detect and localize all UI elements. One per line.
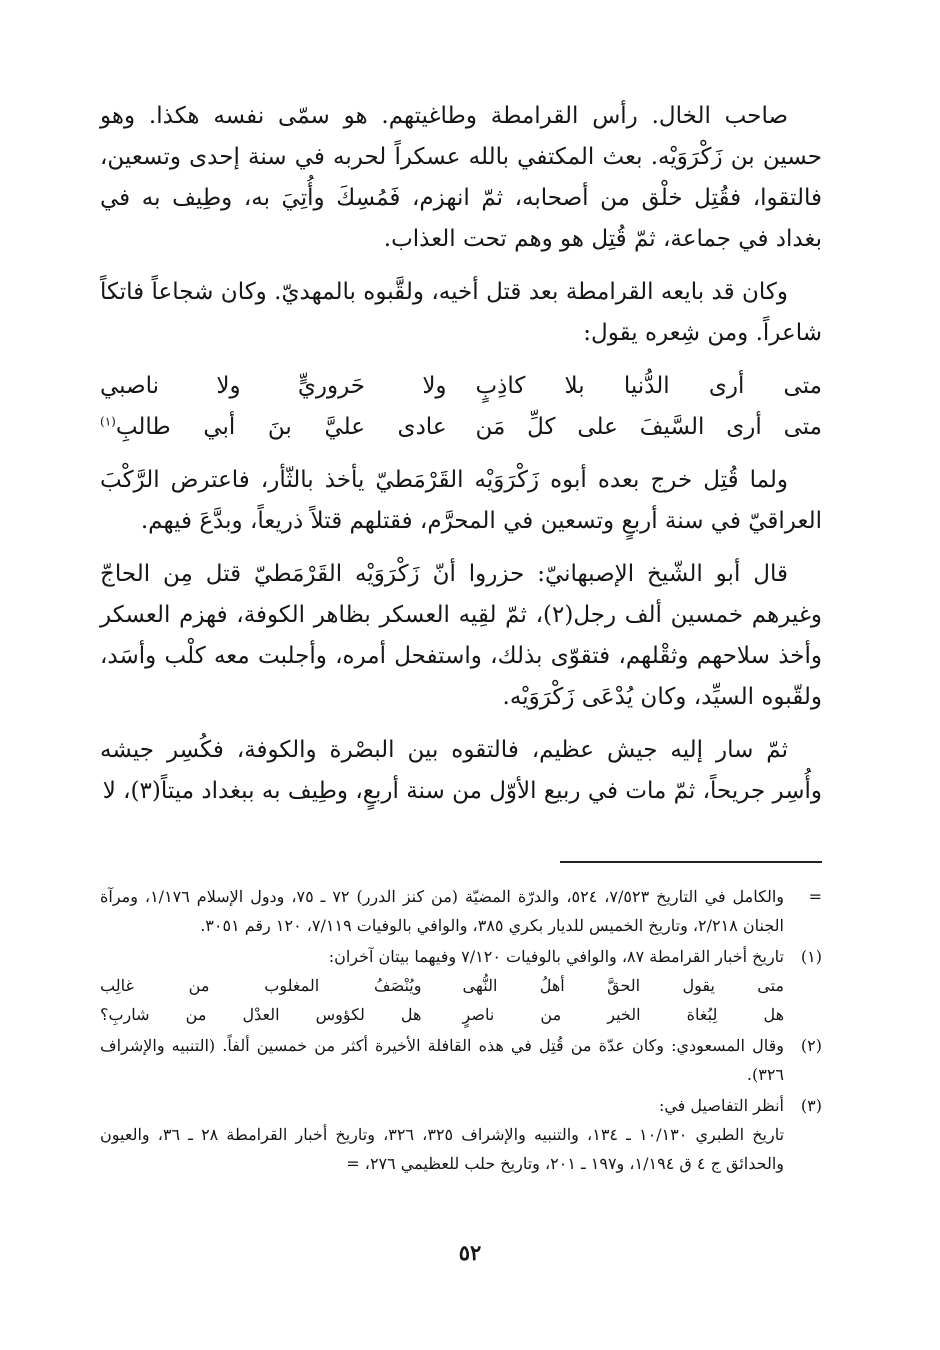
poem-second-hemistich: هل لكؤوس العدْل من شاربِ؟ <box>100 1005 422 1024</box>
paragraph: صاحب الخال. رأس القرامطة وطاغيتهم. هو سمّى نفسه هكذا. وهو حسين بن زَكْرَوَيْه. بعث المكتفي بالله عسكراً لحربه في سنة إحدى وتسعين، فالتقوا، فقُتِل خلْق من أصحابه، ثمّ انهزم، فَمُسِكَ وأُتِيَ به، وطِيف به في بغداد في جماعة، ثمّ قُتِل هو وهم تحت العذاب. <box>100 103 822 252</box>
poem-first-hemistich: هل لِبُغاة الخير من ناصرٍ <box>462 1005 784 1024</box>
poem-second-hemistich: ولا حَروريٍّ ولا ناصبي <box>100 373 447 399</box>
footnote-number: (٢) <box>800 1036 822 1055</box>
footnote-poem-line <box>100 971 784 1000</box>
footnote-ref: (١) <box>100 414 116 429</box>
poem-first-hemistich: متى أرى الدُّنيا بلا كاذِبٍ <box>475 373 822 399</box>
footnote-separator <box>560 861 822 863</box>
paragraph: ولما قُتِل خرج بعده أبوه زَكْرَوَيْه القَرْمَطيّ يأخذ بالثّأر، فاعترض الرَّكْبَ العراقيّ في سنة أربعٍ وتسعين في المحرَّم، فقتلهم قتلاً ذريعاً، وبدَّعَ فيهم. <box>100 467 822 534</box>
footnote-number: (١) <box>800 947 822 966</box>
footnote-3 <box>100 1091 822 1178</box>
footnotes <box>100 882 822 1180</box>
footnote-text: أنظر التفاصيل في: <box>658 1096 784 1115</box>
footnote-marker: = <box>808 887 822 906</box>
paragraph: قال أبو الشّيخ الإصبهانيّ: حزروا أنّ زَكْرَوَيْه القَرْمَطيّ قتل مِن الحاجّ وغيرهم خمسين ألف رجل(٢)، ثمّ لقِيه العسكر بظاهر الكوفة، فهزم العسكر وأخذ سلاحهم وثقْلهم، فتقوّى بذلك، واستفحل أمره، وأجلبت معه كلْب وأسَد، ولقّبوه السيِّد، وكان يُدْعَى زَكْرَوَيْه. <box>100 561 823 710</box>
poem-second-hemistich: ويُنْصَفُ المغلوب من غالِب <box>100 976 422 995</box>
footnote-poem-line <box>100 1000 784 1029</box>
poem-line <box>100 407 822 448</box>
paragraph: ثمّ سار إليه جيش عظيم، فالتقوه بين البصْرة والكوفة، فكُسِر جيشه وأُسِر جريحاً، ثمّ مات في ربيع الأوّل من سنة أربعٍ، وطِيف به ببغداد ميتاً(٣)، لا <box>100 737 822 804</box>
footnote-detail: تاريخ الطبري ١٠/١٣٠ ـ ١٣٤، والتنبيه والإشراف ٣٢٥، ٣٢٦، وتاريخ أخبار القرامطة ٢٨ ـ ٣٦، والعيون والحدائق ج ٤ ق ١/١٩٤، و١٩٧ ـ ٢٠١، وتاريخ حلب للعظيمي ٢٧٦، = <box>100 1125 785 1173</box>
poem-first-hemistich: متى يقول الحقَّ أهلُ النُّهى <box>462 976 784 995</box>
footnote-body <box>100 942 784 1029</box>
poem-second-hemistich <box>100 407 447 448</box>
poem-line <box>100 366 822 407</box>
footnote-text: والكامل في التاريخ ٧/٥٢٣، ٥٢٤، والدرّة المضيّة (من كنز الدرر) ٧٢ ـ ٧٥، ودول الإسلام ١/١٧٦، ومرآة الجنان ٢/٢١٨، وتاريخ الخميس للديار بكري ٣٨٥، والوافي بالوفيات ٧/١١٩، ١٢٠ رقم ٣٠٥١. <box>100 887 785 935</box>
footnote-1 <box>100 942 822 1029</box>
footnote-text: تاريخ أخبار القرامطة ٨٧، والوافي بالوفيات ٧/١٢٠ وفيهما بيتان آخران: <box>328 947 784 966</box>
poem-hemistich-text: عادى عليَّ بنَ أبي طالبِ <box>115 414 447 440</box>
paragraph: وكان قد بايعه القرامطة بعد قتل أخيه، ولقَّبوه بالمهديّ. وكان شجاعاً فاتكاً شاعراً. ومن شِعره يقول: <box>100 279 822 346</box>
main-text <box>100 96 822 824</box>
footnote-body <box>100 1091 784 1178</box>
footnote-2 <box>100 1031 822 1089</box>
footnote-number: (٣) <box>800 1096 822 1115</box>
page-number: ٥٢ <box>458 1240 482 1265</box>
poem-first-hemistich: متى أرى السَّيفَ على كلِّ مَن <box>475 414 822 440</box>
footnote-text: وقال المسعودي: وكان عدّة من قُتِل في هذه القافلة الأخيرة أكثر من خمسين ألفاً. (التنبيه والإشراف ٣٢٦). <box>100 1036 784 1084</box>
footnote-continuation <box>100 882 822 940</box>
poem <box>100 366 822 448</box>
